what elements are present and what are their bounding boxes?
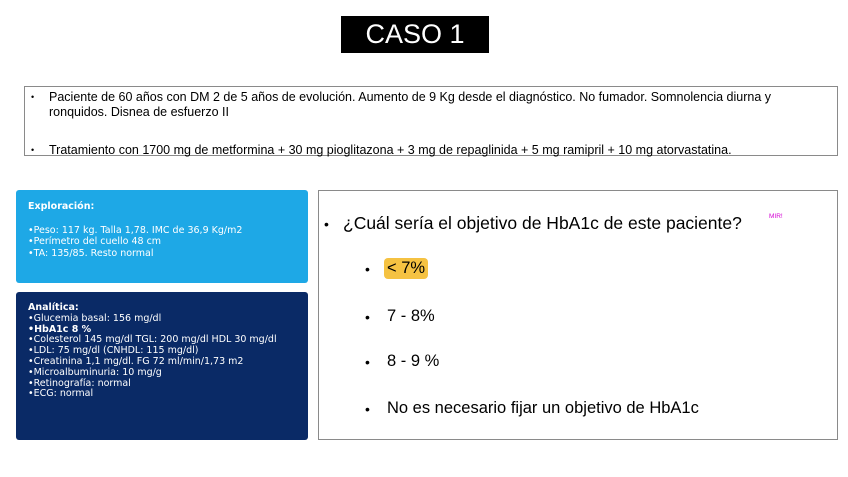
bullet-icon: • — [31, 145, 35, 155]
bullet-icon: • — [365, 308, 370, 325]
case-item-text: Tratamiento con 1700 mg de metformina + 30 mg pioglitazona + 3 mg de repaglinida + 5 mg ramipril + 10 mg atorvastatina. — [49, 143, 732, 157]
answer-option-text: No es necesario fijar un objetivo de HbA1c — [387, 399, 699, 417]
answer-option-text: 8 - 9 % — [387, 352, 440, 370]
case-description — [24, 86, 838, 156]
answer-option-text: 7 - 8% — [387, 307, 435, 325]
analitica-line: •Retinografía: normal — [28, 377, 131, 389]
slide-title: CASO 1 — [341, 16, 489, 53]
exploracion-card — [16, 190, 308, 283]
bullet-icon: • — [324, 215, 329, 232]
answer-option-a[interactable] — [365, 258, 428, 279]
case-item — [31, 143, 831, 158]
bullet-icon: • — [365, 400, 370, 417]
analitica-line: •Microalbuminuria: 10 mg/g — [28, 366, 162, 378]
exploracion-heading: Exploración: — [28, 201, 95, 212]
case-item-text: Paciente de 60 años con DM 2 de 5 años de evolución. Aumento de 9 Kg desde el diagnóstico. No fumador. Somnolencia diurna y ronquidos. Disnea de esfuerzo II — [49, 90, 771, 119]
exploracion-line: •Peso: 117 kg. Talla 1,78. IMC de 36,9 Kg/m2 — [28, 224, 243, 236]
analitica-line: •LDL: 75 mg/dl (CNHDL: 115 mg/dl) — [28, 345, 199, 357]
analitica-line: •Colesterol 145 mg/dl TGL: 200 mg/dl HDL 30 mg/dl — [28, 334, 277, 346]
analitica-line: •Creatinina 1,1 mg/dl. FG 72 ml/min/1,73 m2 — [28, 355, 244, 367]
answer-option-d[interactable] — [365, 398, 702, 419]
question-text: ¿Cuál sería el objetivo de HbA1c de este paciente? — [343, 213, 742, 233]
exploracion-line: •TA: 135/85. Resto normal — [28, 247, 154, 259]
exploracion-line: •Perímetro del cuello 48 cm — [28, 236, 162, 247]
answer-option-b[interactable] — [365, 306, 438, 327]
question-row — [324, 213, 742, 234]
question-panel — [318, 190, 838, 440]
bullet-icon: • — [31, 92, 35, 102]
analitica-line: •Glucemia basal: 156 mg/dl — [28, 312, 162, 324]
analitica-line: •ECG: normal — [28, 388, 94, 400]
answer-option-text-highlighted: < 7% — [384, 258, 428, 279]
analitica-heading: Analítica: — [28, 302, 79, 313]
answer-option-c[interactable] — [365, 351, 442, 372]
case-item — [31, 90, 831, 120]
analitica-card — [16, 292, 308, 440]
bullet-icon: • — [365, 353, 370, 370]
bullet-icon: • — [365, 260, 370, 277]
analitica-line-hba1c: •HbA1c 8 % — [28, 323, 92, 335]
mir-tag: MIR! — [769, 213, 783, 220]
